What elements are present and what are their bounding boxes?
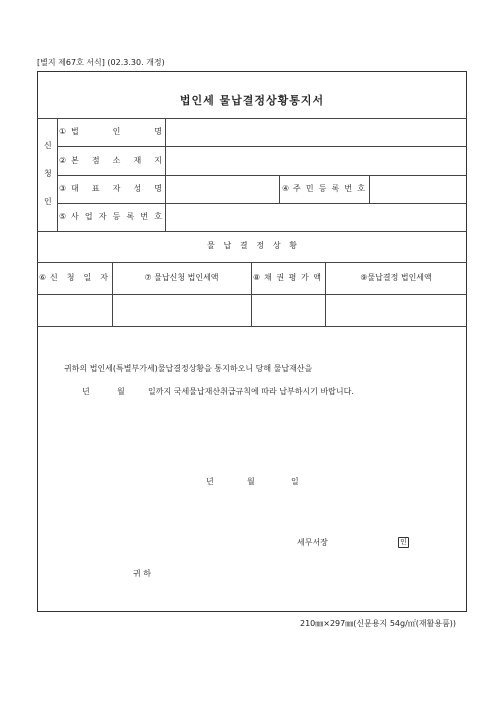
divider-status-data [37, 326, 467, 327]
hq-number: ② [59, 156, 67, 165]
status-section-header: 물 납 결 정 상 황 [207, 241, 297, 250]
rep-name-field[interactable] [166, 176, 278, 203]
divider-applicant-end [37, 231, 467, 232]
requested-tax-field[interactable] [113, 295, 251, 326]
applicant-group-label-2: 청 [44, 169, 52, 178]
rep-number: ③ [59, 184, 67, 193]
divider-status-header [37, 262, 467, 263]
corp-name-field[interactable] [166, 119, 466, 146]
status-col3-number: ⑧ [253, 273, 261, 282]
resident-number-num: ④ [282, 184, 290, 193]
date-day-label: 일 [291, 477, 299, 486]
notice-month-label: 월 [117, 387, 125, 396]
status-col2-label: ⑦ 물납신청 법인세액 [144, 273, 219, 282]
status-col4-label: ⑨물납결정 법인세액 [360, 273, 432, 282]
tax-office-head-label: 세무서장 [297, 538, 328, 547]
bizno-field[interactable] [166, 204, 466, 231]
status-col1-number: ⑥ [39, 273, 47, 282]
hq-label: 본 점 소 재 지 [71, 156, 162, 165]
decided-tax-field[interactable] [326, 295, 466, 326]
bizno-number: ⑤ [59, 212, 67, 221]
rep-label: 대 표 자 성 명 [71, 184, 162, 193]
bond-value-field[interactable] [252, 295, 325, 326]
application-date-field[interactable] [38, 295, 112, 326]
form-number-header: [별지 제67호 서식] (02.3.30. 개정) [37, 58, 165, 67]
form-title: 법인세 물납결정상황통지서 [179, 94, 325, 107]
notice-year-label: 년 [82, 387, 90, 396]
resident-number-field[interactable] [370, 176, 466, 203]
divider-group-col [57, 118, 58, 231]
applicant-group-label-3: 인 [44, 197, 52, 206]
notice-line-2: 일까지 국세물납재산취급규칙에 따라 납부하시기 바랍니다. [148, 387, 354, 396]
hq-address-field[interactable] [166, 147, 466, 175]
status-col3-label: 채 권 평 가 액 [264, 273, 321, 282]
status-col1-label: 신 청 일 자 [50, 273, 108, 282]
addressee-label: 귀 하 [133, 569, 151, 578]
applicant-group-label-1: 신 [44, 141, 52, 150]
date-year-label: 년 [206, 477, 214, 486]
resident-number-label: 주 민 등 록 번 호 [293, 184, 365, 193]
seal-mark: 인 [398, 537, 409, 548]
date-month-label: 월 [247, 477, 255, 486]
notice-line-1: 귀하의 법인세(특별부가세)물납결정상황을 통지하오니 당해 물납재산을 [64, 364, 313, 373]
divider-rep-mid-left [279, 175, 280, 203]
paper-spec-footer: 210㎜×297㎜(신문용지 54g/㎡(재활용품)) [300, 619, 457, 628]
corp-name-number: ① [59, 127, 67, 136]
corp-name-label: 법 인 명 [71, 127, 162, 136]
bizno-label: 사 업 자 등 록 번 호 [71, 212, 162, 221]
